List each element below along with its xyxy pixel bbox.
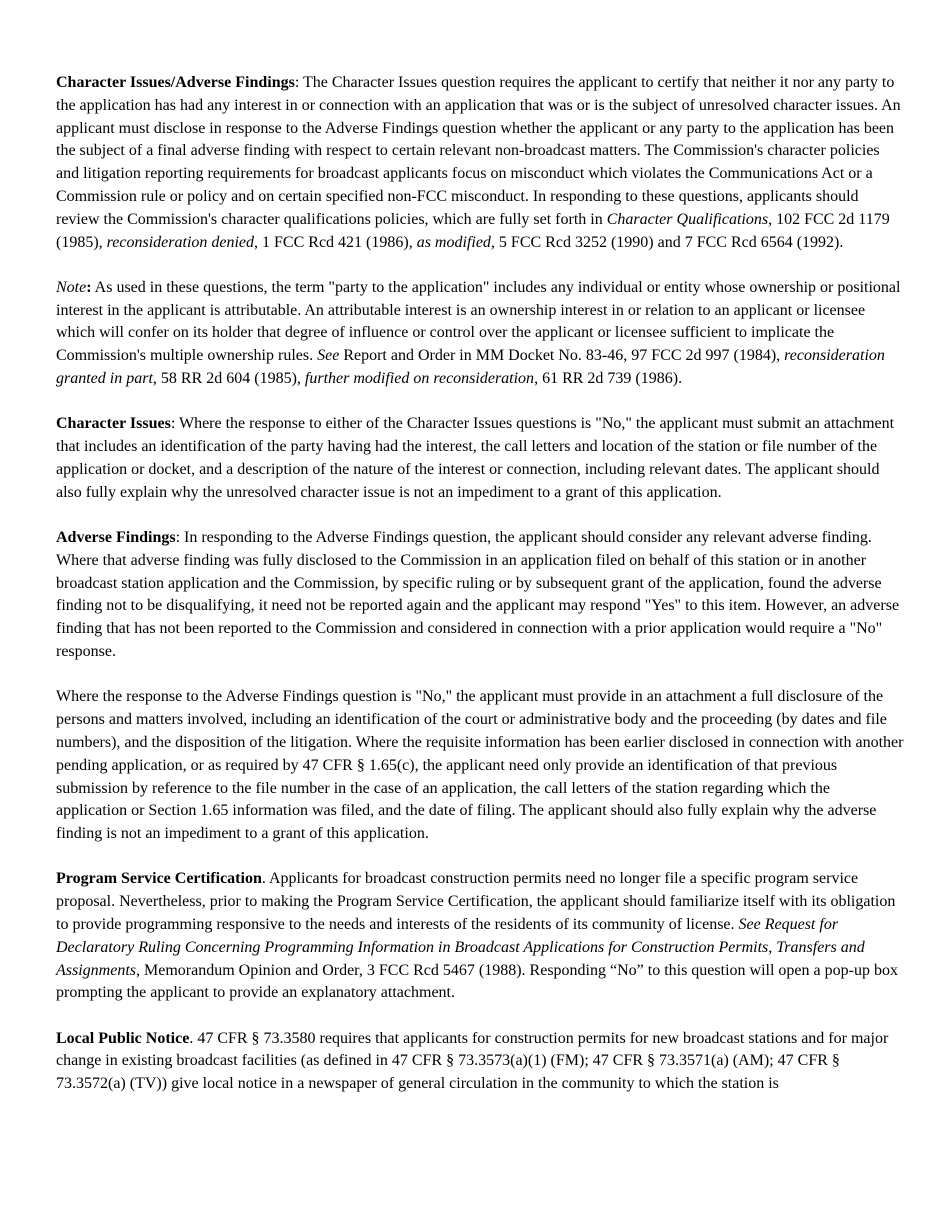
paragraph-adverse-findings-no-response (56, 686, 904, 846)
paragraph-text: , 1 FCC Rcd 421 (1986), (254, 233, 417, 251)
paragraph-text: : In responding to the Adverse Findings question, the applicant should consider any relevant adverse finding. Where that adverse finding was fully disclosed to the Commission in an application filed on behalf of this station or in another broadcast station application and the Commission, by specific ruling or by subsequent grant of the application, found the adverse finding not to be disqualifying, it need not be reported again and the applicant may respond "Yes" to this item. However, an adverse finding that has not been reported to the Commission and considered in connection with a prior application would require a "No" response. (56, 529, 900, 661)
paragraph-character-issues-adverse-findings (56, 72, 904, 254)
citation-italic: reconsideration denied (106, 233, 255, 251)
paragraph-character-issues (56, 413, 904, 504)
paragraph-text: . Applicants for broadcast construction permits need no longer file a specific program service proposal. Nevertheless, prior to making the Program Service Certification, the applicant should familiarize itself with its obligation to provide programming responsive to the needs and interests of the residents of its community of license. (56, 870, 896, 933)
paragraph-text: As used in these questions, the term "party to the application" includes any individual or entity whose ownership or positional interest in the applicant is attributable. An attributable interest is an ownership interest in or relation to an applicant or licensee which will confer on its holder that degree of influence or control over the applicant or licensee sufficient to implicate the Commission's multiple ownership rules. (56, 278, 901, 365)
paragraph-text: , 61 RR 2d 739 (1986). (534, 370, 683, 388)
paragraph-text: : The Character Issues question requires the applicant to certify that neither it nor any party to the application has had any interest in or connection with an application that was or is the subject of unresolved character issues. An applicant must disclose in response to the Adverse Findings question whether the applicant or any party to the application has been the subject of a final adverse finding with respect to certain relevant non-broadcast matters. The Commission's character policies and litigation reporting requirements for broadcast applicants focus on misconduct which violates the Communications Act or a Commission rule or policy and on certain specified non-FCC misconduct. In responding to these questions, applicants should review the Commission's character qualifications policies, which are fully set forth in (56, 74, 901, 228)
paragraph-text: , 102 FCC 2d 1179 (1985), (56, 210, 890, 251)
citation-italic: further modified on reconsideration (304, 370, 535, 388)
paragraph-text: , 58 RR 2d 604 (1985), (152, 370, 305, 388)
paragraph-text: , Memorandum Opinion and Order, 3 FCC Rcd 5467 (1988). Responding “No” to this question will open a pop-up box prompting the applicant to provide an explanatory attachment. (56, 961, 898, 1002)
see-signal: See (317, 347, 340, 365)
citation-italic: Character Qualifications (606, 210, 769, 228)
citation-italic: See Request for Declaratory Ruling Concerning Programming Information in Broadcast Applications for Construction Permits, Transfers and Assignments (56, 916, 865, 979)
paragraph-local-public-notice (56, 1028, 904, 1096)
note-label: Note (56, 278, 87, 296)
paragraph-text: . 47 CFR § 73.3580 requires that applicants for construction permits for new broadcast stations and for major change in existing broadcast facilities (as defined in 47 CFR § 73.3573(a)(1) (FM); 47 CFR § 73.3571(a) (AM); 47 CFR § 73.3572(a) (TV)) give local notice in a newspaper of general circulation in the community to which the station is (56, 1029, 889, 1093)
paragraph-adverse-findings (56, 527, 904, 664)
paragraph-text: Where the response to the Adverse Findings question is "No," the applicant must provide in an attachment a full disclosure of the persons and matters involved, including an identification of the court or administrative body and the proceeding (by dates and file numbers), and the disposition of the litigation. Where the requisite information has been earlier disclosed in connection with another pending application, or as required by 47 CFR § 1.65(c), the applicant need only provide an identification of that previous submission by reference to the file number in the case of an application, the call letters of the station regarding which the application or Section 1.65 information was filed, and the date of filing. The applicant should also fully explain why the adverse finding is not an impediment to a grant of this application. (56, 688, 904, 843)
paragraph-text: , 5 FCC Rcd 3252 (1990) and 7 FCC Rcd 6564 (1992). (490, 233, 844, 251)
paragraph-note (56, 277, 904, 391)
citation-italic: reconsideration granted in part (56, 347, 885, 388)
document-page (56, 72, 904, 1096)
section-heading-program-service-certification: Program Service Certification (56, 870, 262, 888)
section-heading-character-issues: Character Issues (56, 415, 171, 433)
citation-italic: as modified (416, 233, 491, 251)
paragraph-program-service-certification (56, 868, 904, 1005)
note-colon: : (86, 278, 92, 296)
paragraph-text: Report and Order in MM Docket No. 83-46, 97 FCC 2d 997 (1984), (339, 347, 785, 365)
section-heading-adverse-findings: Adverse Findings (56, 529, 176, 547)
section-heading-local-public-notice: Local Public Notice (56, 1029, 190, 1047)
paragraph-text: : Where the response to either of the Character Issues questions is "No," the applicant must submit an attachment that includes an identification of the party having had the interest, the call letters and location of the station or file number of the application or docket, and a description of the nature of the interest or connection, including relevant dates. The applicant should also fully explain why the unresolved character issue is not an impediment to a grant of this application. (56, 415, 895, 501)
section-heading-character-issues-adverse-findings: Character Issues/Adverse Findings (56, 74, 295, 91)
